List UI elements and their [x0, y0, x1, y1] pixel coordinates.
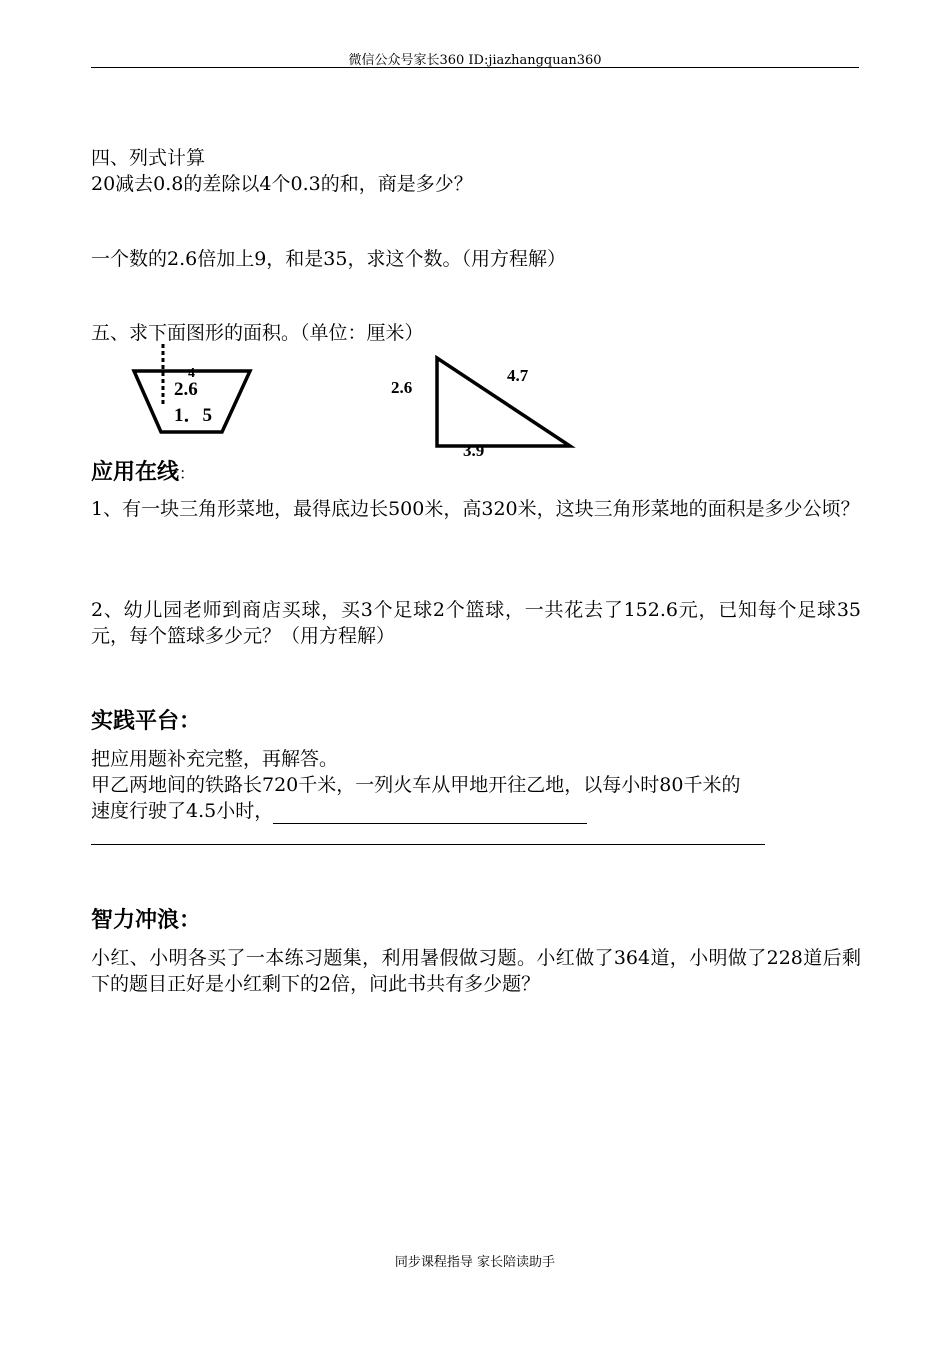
section4-title: 四、列式计算 [91, 147, 206, 169]
triangle-height-label: 2.6 [391, 378, 413, 397]
practice-problem-line-1: 甲乙两地间的铁路长720千米，一列火车从甲地开往乙地，以每小时80千米的 [91, 774, 741, 796]
page-header: 微信公众号家长360 ID:jiazhangquan360 [348, 53, 602, 68]
answer-blank-line[interactable] [91, 844, 765, 845]
challenge-section-title: 智力冲浪： [91, 907, 202, 933]
section4-question-2: 一个数的2.6倍加上9，和是35，求这个数。（用方程解） [91, 248, 566, 270]
trapezoid-height-label: 2.6 [174, 379, 198, 400]
practice-section-title: 实践平台： [91, 708, 202, 734]
page-footer: 同步课程指导 家长陪读助手 [394, 1255, 556, 1270]
practice-problem-line-2 [91, 798, 587, 824]
triangle-shape [437, 358, 570, 446]
trapezoid-top-label: 4 [188, 366, 195, 381]
section4-question-1: 20减去0.8的差除以4个0.3的和，商是多少？ [91, 173, 473, 195]
applied-question-1: 1、有一块三角形菜地，最得底边长500米，高320米，这块三角形菜地的面积是多少公顷？ [91, 498, 860, 520]
applied-title-colon: ： [179, 464, 196, 483]
section5-title: 五、求下面图形的面积。（单位：厘米） [91, 322, 424, 344]
practice-intro: 把应用题补充完整，再解答。 [91, 748, 339, 770]
applied-title-text: 应用在线 [91, 459, 180, 485]
geometry-figures [0, 0, 950, 480]
answer-blank-inline[interactable] [273, 803, 587, 824]
applied-question-2: 2、幼儿园老师到商店买球，买3个足球2个篮球，一共花去了152.6元，已知每个足球35元，每个篮球多少元？（用方程解） [91, 599, 861, 647]
triangle-hypotenuse-label: 4.7 [507, 366, 529, 385]
trapezoid-bottom-label: 1．5 [174, 405, 213, 426]
challenge-problem: 小红、小明各买了一本练习题集，利用暑假做习题。小红做了364道，小明做了228道后剩下的题目正好是小红剩下的2倍，问此书共有多少题？ [91, 947, 861, 995]
applied-section-title [91, 457, 195, 489]
triangle-base-label: 3.9 [463, 441, 485, 460]
practice-problem-text: 速度行驶了4.5小时， [91, 800, 274, 822]
